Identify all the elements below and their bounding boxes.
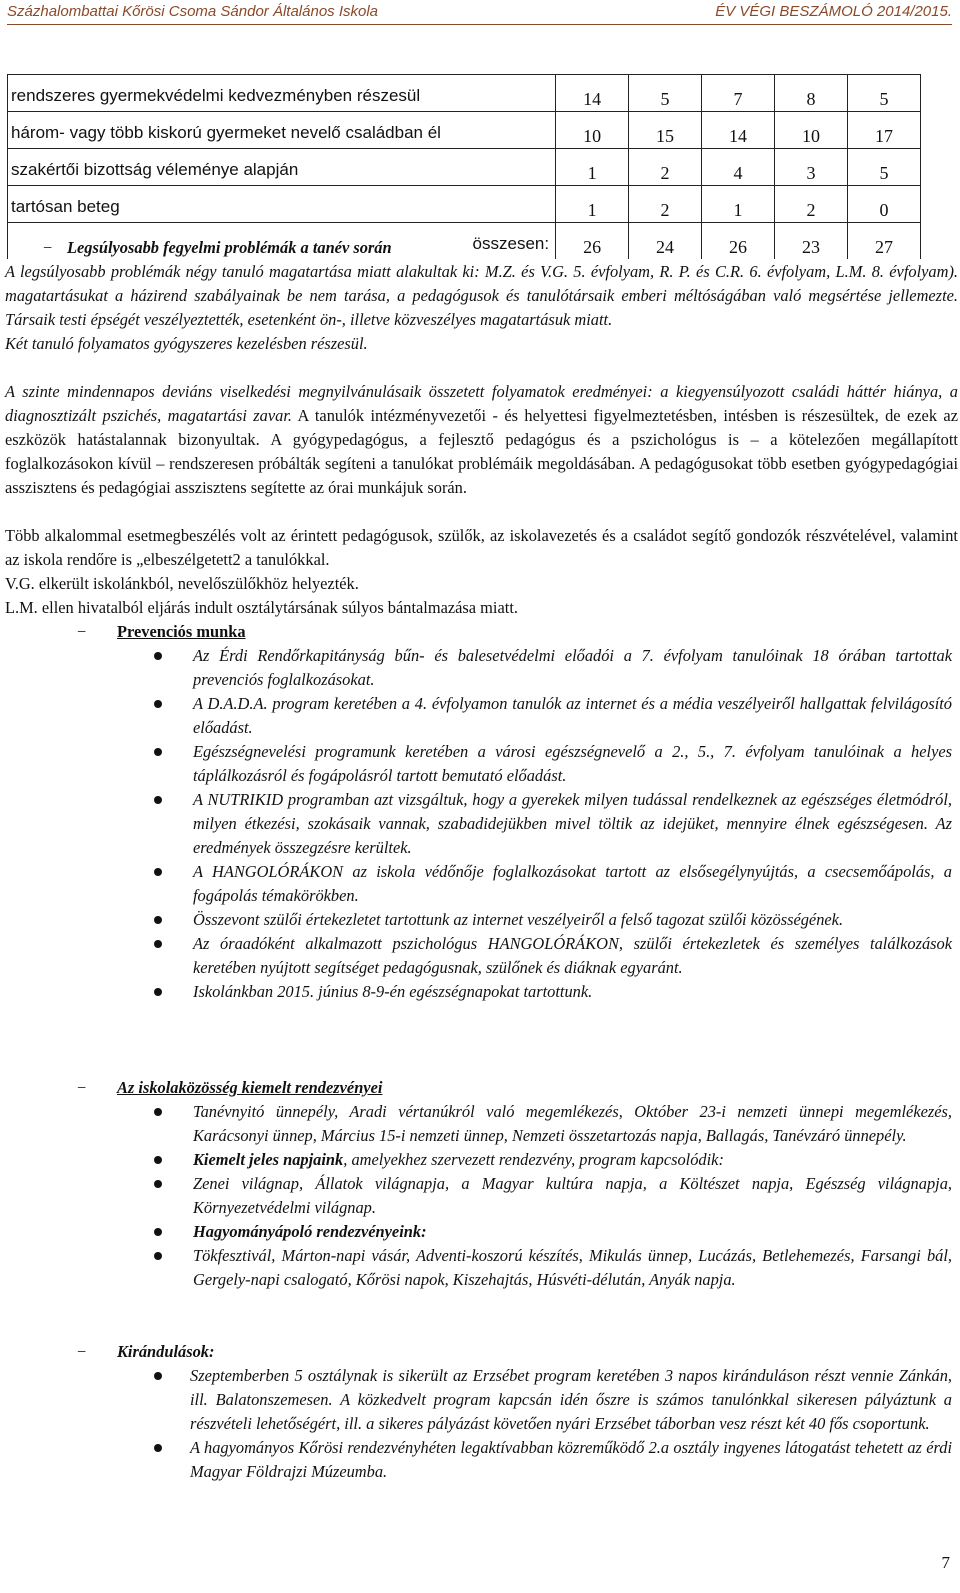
behaviour-causes-text: A szinte mindennapos deviáns viselkedési megnyilvánulásaik összetett folyamatok eredményei: a kiegyensúlyozott családi háttér hiánya, a diagnosztizált pszichés, magatartási zavar. bbox=[5, 382, 958, 425]
list-item: Tökfesztivál, Márton-napi vásár, Adventi-koszorú készítés, Mikulás ünnep, Lucázás, Betlehemezés, Farsangi bál, Gergely-napi csalogató, Kőrösi napok, Kiszehajtás, Húsvéti-délután, Anyák napja. bbox=[5, 1244, 958, 1292]
trips-section bbox=[5, 1340, 958, 1364]
cell-value: 1 bbox=[556, 149, 629, 186]
table-row bbox=[8, 75, 921, 112]
case-notes bbox=[5, 524, 958, 620]
table-row bbox=[8, 186, 921, 223]
cell-value: 2 bbox=[629, 186, 702, 223]
bullet-icon bbox=[154, 916, 162, 924]
table-row bbox=[8, 149, 921, 186]
discipline-heading: Legsúlyosabb fegyelmi problémák a tanév során bbox=[67, 238, 392, 257]
row-label: három- vagy több kiskorú gyermeket nevelő családban él bbox=[8, 112, 556, 149]
list-item: Tanévnyitó ünnepély, Aradi vértanúkról való megemlékezés, Október 23-i nemzeti ünnepi megemlékezés, Karácsonyi ünnep, Március 15-i nemzeti ünnep, Nemzeti összetartozás napja, Ballagás, Tanévzáró ünnepély. bbox=[5, 1100, 958, 1148]
list-item: Az Érdi Rendőrkapitányság bűn- és balesetvédelmi előadói a 7. évfolyam tanulóinak 18 órában tartottak prevenciós foglalkozásokat. bbox=[5, 644, 958, 692]
trips-heading-line bbox=[5, 1340, 958, 1364]
dash-marker: − bbox=[77, 622, 87, 641]
list-item: Szeptemberben 5 osztálynak is sikerült az Erzsébet program keretében 3 napos kiránduláson részt vennie Zánkán, ill. Balatonszemesen. A közkedvelt program kapcsán idén őszre is számos tanulónkkal sikeresen pályáztunk a részvételi lehetőségért, ill. a sikeres pályázást követően nyári Erzsébet táborban vesz részt két 40 fős csoportunk. bbox=[5, 1364, 958, 1436]
discipline-heading-line bbox=[5, 236, 958, 260]
total-value: 27 bbox=[847, 223, 920, 260]
header-divider bbox=[7, 24, 952, 25]
legal-procedure-note: L.M. ellen hivatalból eljárás indult osztálytársának súlyos bántalmazása miatt. bbox=[5, 598, 518, 617]
bullet-icon bbox=[154, 988, 162, 996]
cell-value: 2 bbox=[774, 186, 847, 223]
cell-value: 5 bbox=[847, 149, 920, 186]
dash-marker: − bbox=[43, 238, 53, 257]
cell-value: 14 bbox=[556, 75, 629, 112]
cell-value: 1 bbox=[556, 186, 629, 223]
cell-value: 1 bbox=[702, 186, 775, 223]
student-transfer-note: V.G. elkerült iskolánkból, nevelőszülőkhöz helyezték. bbox=[5, 574, 359, 593]
bullet-icon bbox=[154, 1372, 162, 1380]
bullet-icon bbox=[154, 1228, 162, 1236]
row-label: tartósan beteg bbox=[8, 186, 556, 223]
bullet-icon bbox=[154, 868, 162, 876]
case-discussion-paragraph: Több alkalommal esetmegbeszélés volt az érintett pedagógusok, szülők, az iskolavezetés és a családot segítő gondozók részvételével, valamint az iskola rendőre is „elbeszélgetett2 a tanulókkal. bbox=[5, 526, 958, 569]
trips-list-block bbox=[5, 1364, 958, 1484]
list-item: Zenei világnap, Állatok világnapja, a Magyar kultúra napja, a Költészet napja, Egészség világnapja, Környezetvédelmi világnap. bbox=[5, 1172, 958, 1220]
events-section bbox=[5, 1076, 958, 1100]
trips-list bbox=[5, 1364, 958, 1484]
cell-value: 17 bbox=[847, 112, 920, 149]
discipline-paragraph: A legsúlyosabb problémák négy tanuló magatartása miatt alakultak ki: M.Z. és V.G. 5. évfolyam, R. P. és C.R. 6. évfolyam, L.M. 8. évfolyam). magatartásukat a házirend szabályainak be nem tarása, a pedagógusok és tanulótársaik emberi méltóságában való megsértése jellemezte. Társaik testi épségét veszélyeztették, esetenként ön-, illetve közveszélyes magatartásuk miatt. bbox=[5, 262, 958, 329]
page-number: 7 bbox=[941, 1553, 950, 1572]
prevention-section bbox=[5, 620, 958, 644]
cell-value: 10 bbox=[774, 112, 847, 149]
prevention-heading-line bbox=[5, 620, 958, 644]
events-list-block bbox=[5, 1100, 958, 1292]
header-report-title: ÉV VÉGI BESZÁMOLÓ 2014/2015. bbox=[715, 3, 952, 20]
list-item: A NUTRIKID programban azt vizsgáltuk, hogy a gyerekek milyen tudással rendelkeznek az egészséges életmódról, milyen étkezési, szokásaik vannak, szabadidejükben mivel töltik az idejüket, mennyire élnek egészségesen. Az eredmények összegzésre kerültek. bbox=[5, 788, 958, 860]
cell-value: 5 bbox=[847, 75, 920, 112]
list-item: Iskolánkban 2015. június 8-9-én egészségnapokat tartottunk. bbox=[5, 980, 958, 1004]
discipline-section bbox=[5, 236, 958, 356]
bullet-icon bbox=[154, 1180, 162, 1188]
cell-value: 8 bbox=[774, 75, 847, 112]
total-value: 24 bbox=[629, 223, 702, 260]
bullet-icon bbox=[154, 1108, 162, 1116]
events-heading: Az iskolaközösség kiemelt rendezvényei bbox=[117, 1078, 383, 1097]
trips-heading: Kirándulások: bbox=[117, 1342, 215, 1361]
dash-marker: − bbox=[77, 1342, 87, 1361]
behaviour-measures-text: A tanulók intézményvezetői - és helyettesi figyelmeztetésben, intésben is részesültek, de ezek az eszközök hatástalannak bizonyultak. A gyógypedagógus, a fejlesztő pedagógus és a pszichológus is – a kötelezően megállapított foglalkozásokon kívül – rendszeresen próbálták segíteni a tanulókat problémáik megoldásában. A pedagógusokat több esetben gyógypedagógiai asszisztens és pedagógiai asszisztens segítette az órai munkájuk során. bbox=[5, 406, 958, 497]
cell-value: 10 bbox=[556, 112, 629, 149]
prevention-list-block bbox=[5, 644, 958, 1004]
cell-value: 2 bbox=[629, 149, 702, 186]
cell-value: 7 bbox=[702, 75, 775, 112]
row-label: szakértői bizottság véleménye alapján bbox=[8, 149, 556, 186]
list-item: Hagyományápoló rendezvényeink: bbox=[5, 1220, 958, 1244]
cell-value: 0 bbox=[847, 186, 920, 223]
cell-value: 15 bbox=[629, 112, 702, 149]
list-item: Összevont szülői értekezletet tartottunk az internet veszélyeiről a felső tagozat szülői közösségének. bbox=[5, 908, 958, 932]
table-row bbox=[8, 112, 921, 149]
header-school-name: Százhalombattai Kőrösi Csoma Sándor Általános Iskola bbox=[7, 3, 379, 20]
cell-value: 14 bbox=[702, 112, 775, 149]
medication-paragraph: Két tanuló folyamatos gyógyszeres kezelésben részesül. bbox=[5, 334, 368, 353]
cell-value: 3 bbox=[774, 149, 847, 186]
student-stats-table bbox=[7, 74, 921, 259]
events-list bbox=[5, 1100, 958, 1292]
dash-marker: − bbox=[77, 1078, 87, 1097]
total-label: összesen: bbox=[8, 223, 556, 260]
bullet-icon bbox=[154, 700, 162, 708]
events-heading-line bbox=[5, 1076, 958, 1100]
bullet-icon bbox=[154, 748, 162, 756]
list-item: Kiemelt jeles napjaink, amelyekhez szervezett rendezvény, program kapcsolódik: bbox=[5, 1148, 958, 1172]
bullet-icon bbox=[154, 1252, 162, 1260]
total-value: 26 bbox=[702, 223, 775, 260]
cell-value: 5 bbox=[629, 75, 702, 112]
bullet-icon bbox=[154, 652, 162, 660]
cell-value: 4 bbox=[702, 149, 775, 186]
bullet-icon bbox=[154, 940, 162, 948]
prevention-list bbox=[5, 644, 958, 1004]
behaviour-paragraph bbox=[5, 380, 958, 500]
row-label: rendszeres gyermekvédelmi kedvezményben részesül bbox=[8, 75, 556, 112]
bullet-icon bbox=[154, 1156, 162, 1164]
total-value: 26 bbox=[556, 223, 629, 260]
total-value: 23 bbox=[774, 223, 847, 260]
bullet-icon bbox=[154, 796, 162, 804]
list-item: A D.A.D.A. program keretében a 4. évfolyamon tanulók az internet és a média veszélyeiről hallgattak felvilágosító előadást. bbox=[5, 692, 958, 740]
list-item: A hagyományos Kőrösi rendezvényhéten legaktívabban közreműködő 2.a osztály ingyenes látogatást tehetett az érdi Magyar Földrajzi Múzeumba. bbox=[5, 1436, 958, 1484]
bullet-icon bbox=[154, 1444, 162, 1452]
list-item: Egészségnevelési programunk keretében a városi egészségnevelő a 2., 5., 7. évfolyam tanulóinak a helyes táplálkozásról és fogápolásról tartott bemutató előadást. bbox=[5, 740, 958, 788]
list-item: A HANGOLÓRÁKON az iskola védőnője foglalkozásokat tartott az elsősegélynyújtás, a csecsemőápolás, a fogápolás témakörökben. bbox=[5, 860, 958, 908]
prevention-heading: Prevenciós munka bbox=[117, 622, 246, 641]
list-item: Az óraadóként alkalmazott pszichológus HANGOLÓRÁKON, szülői értekezletek és személyes találkozások keretében nyújtott segítséget pedagógusnak, szülőnek és diáknak egyaránt. bbox=[5, 932, 958, 980]
